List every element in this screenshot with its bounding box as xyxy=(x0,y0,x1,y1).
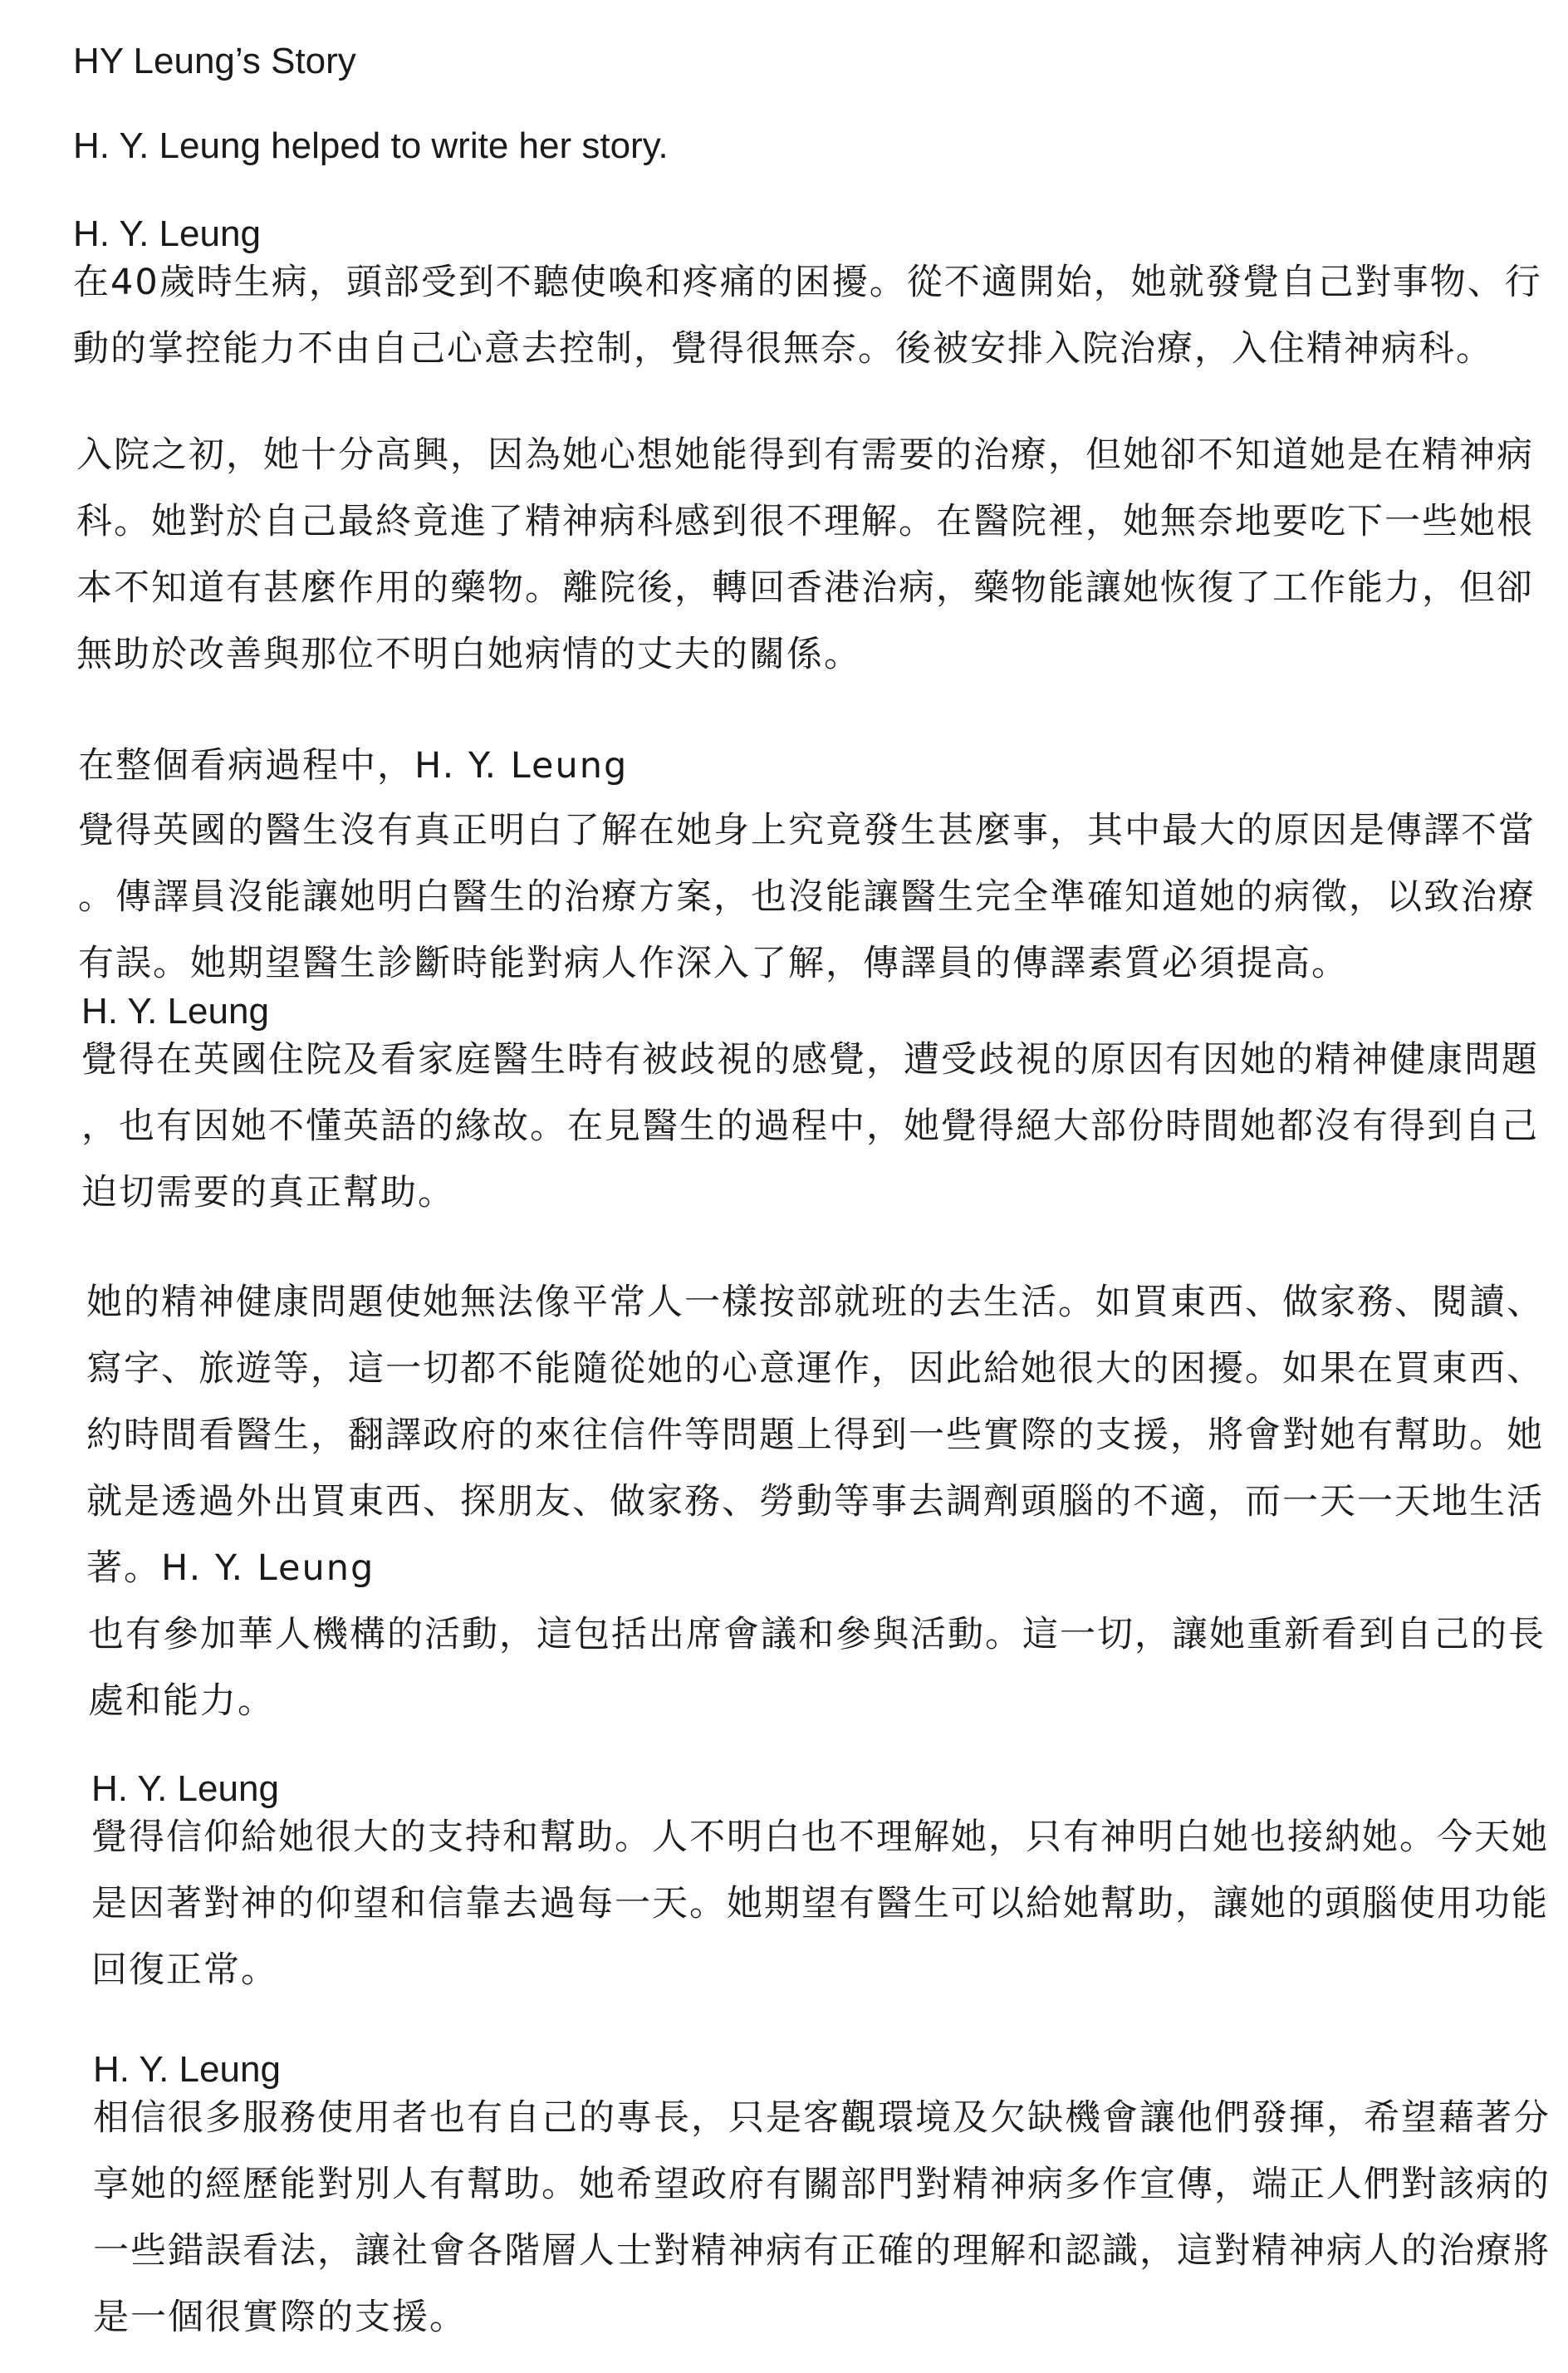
paragraph-line: 寫字、旅遊等，這一切都不能隨從她的心意運作，因此給她很大的困擾。如果在買東西、 xyxy=(86,1348,1544,1390)
block-heading: H. Y. Leung xyxy=(93,2049,281,2090)
paragraph-line: 在40歲時生病，頭部受到不聽使喚和疼痛的困擾。從不適開始，她就發覺自己對事物、行 xyxy=(73,262,1542,303)
paragraph xyxy=(78,797,1565,997)
paragraph xyxy=(88,1601,1568,1734)
paragraph-heading-line xyxy=(78,733,1565,799)
paragraph xyxy=(86,1269,1568,1601)
paragraph xyxy=(91,1804,1568,2003)
paragraph-line: 是一個很實際的支援。 xyxy=(93,2297,467,2338)
paragraph-line: 本不知道有甚麼作用的藥物。離院後，轉回香港治病，藥物能讓她恢復了工作能力，但卻 xyxy=(76,567,1534,609)
block-heading: H. Y. Leung xyxy=(91,1768,279,1809)
paragraph-line: 就是透過外出買東西、探朋友、做家務、勞動等事去調劑頭腦的不適，而一天一天地生活 xyxy=(86,1481,1544,1522)
block-heading: H. Y. Leung xyxy=(73,213,261,254)
paragraph-line: 是因著對神的仰望和信靠去過每一天。她期望有醫生可以給她幫助，讓她的頭腦使用功能 xyxy=(91,1883,1549,1924)
document-subtitle: H. Y. Leung helped to write her story. xyxy=(73,125,669,166)
paragraph-line: 約時間看醫生，翻譯政府的來往信件等問題上得到一些實際的支援，將會對她有幫助。她 xyxy=(86,1414,1544,1456)
paragraph-line: 無助於改善與那位不明白她病情的丈夫的關係。 xyxy=(76,634,861,675)
paragraph-line: 也有參加華人機構的活動，這包括出席會議和參與活動。這一切，讓她重新看到自己的長 xyxy=(88,1614,1546,1655)
paragraph-line: 科。她對於自己最終竟進了精神病科感到很不理解。在醫院裡，她無奈地要吃下一些她根 xyxy=(76,501,1534,542)
paragraph-line: ，也有因她不懂英語的緣故。在見醫生的過程中，她覺得絕大部份時間她都沒有得到自己 xyxy=(81,1106,1539,1147)
paragraph-line: 相信很多服務使用者也有自己的專長，只是客觀環境及欠缺機會讓他們發揮，希望藉著分 xyxy=(93,2097,1551,2139)
paragraph-line: 。傳譯員沒能讓她明白醫生的治療方案，也沒能讓醫生完全準確知道她的病徵，以致治療 xyxy=(78,876,1536,918)
paragraph-line: 覺得英國的醫生沒有真正明白了解在她身上究竟發生甚麼事，其中最大的原因是傳譯不當 xyxy=(78,810,1536,851)
paragraph xyxy=(73,249,1560,382)
paragraph-line: 動的掌控能力不由自己心意去控制，覺得很無奈。後被安排入院治療，入住精神病科。 xyxy=(73,328,1493,370)
paragraph-line: 覺得在英國住院及看家庭醫生時有被歧視的感覺，遭受歧視的原因有因她的精神健康問題 xyxy=(81,1039,1539,1081)
paragraph-line: 有誤。她期望醫生診斷時能對病人作深入了解，傳譯員的傳譯素質必須提高。 xyxy=(78,943,1349,984)
paragraph xyxy=(76,422,1563,688)
block-heading: 在整個看病過程中，H. Y. Leung xyxy=(78,745,629,787)
paragraph xyxy=(81,1027,1568,1226)
paragraph xyxy=(93,2085,1568,2351)
paragraph-line: 她的精神健康問題使她無法像平常人一樣按部就班的去生活。如買東西、做家務、閱讀、 xyxy=(86,1282,1544,1323)
paragraph-line: 處和能力。 xyxy=(88,1680,275,1722)
block-heading: H. Y. Leung xyxy=(81,991,269,1032)
paragraph-line: 享她的經歷能對別人有幫助。她希望政府有關部門對精神病多作宣傳，端正人們對該病的 xyxy=(93,2164,1551,2205)
paragraph-line: 著。H. Y. Leung xyxy=(86,1547,375,1589)
paragraph-line: 迫切需要的真正幫助。 xyxy=(81,1172,455,1213)
paragraph-line: 回復正常。 xyxy=(91,1949,278,1991)
document-title: HY Leung’s Story xyxy=(73,41,356,81)
paragraph-line: 一些錯誤看法，讓社會各階層人士對精神病有正確的理解和認識，這對精神病人的治療將 xyxy=(93,2230,1551,2272)
paragraph-line: 覺得信仰給她很大的支持和幫助。人不明白也不理解她，只有神明白她也接納她。今天她 xyxy=(91,1817,1549,1858)
paragraph-line: 入院之初，她十分高興，因為她心想她能得到有需要的治療，但她卻不知道她是在精神病 xyxy=(76,434,1534,476)
